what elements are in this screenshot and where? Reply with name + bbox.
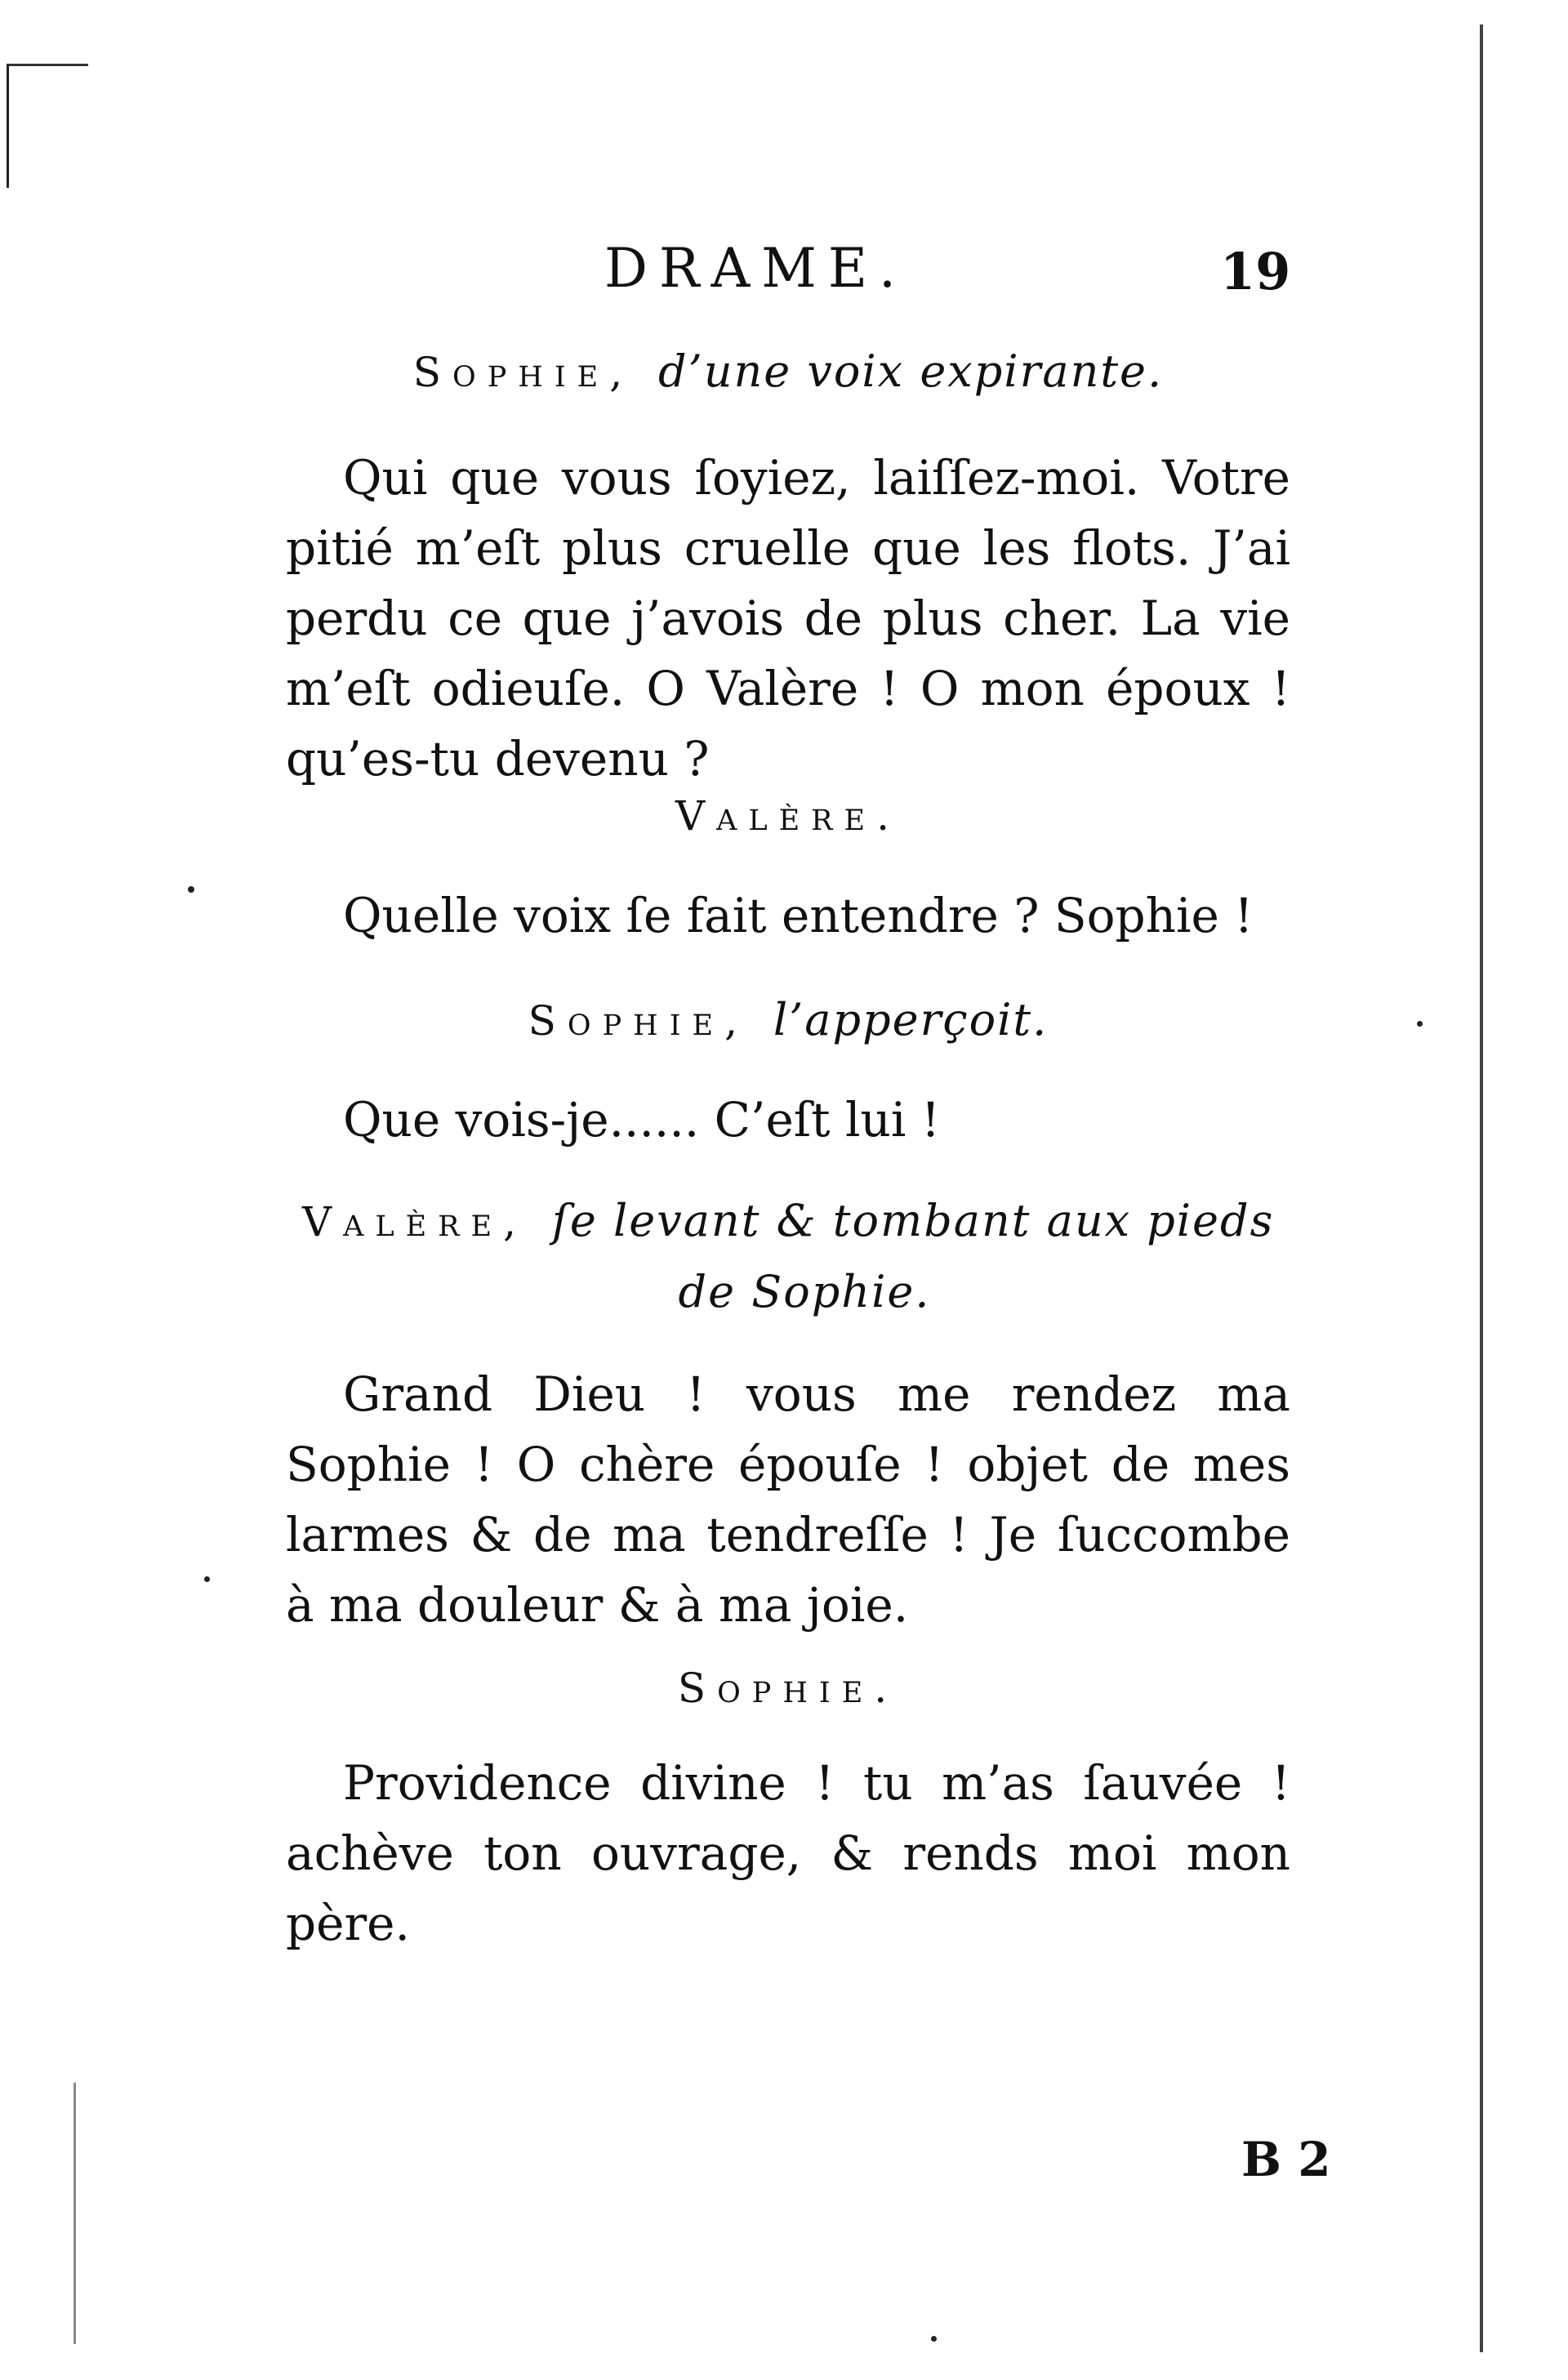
dialogue-paragraph bbox=[286, 880, 1290, 951]
ink-speck bbox=[204, 1576, 210, 1582]
scan-edge-mark bbox=[7, 65, 9, 188]
dialogue-text: Quelle voix ſe fait entendre ? Sophie ! bbox=[343, 888, 1254, 943]
speaker-name: Sophie, bbox=[528, 997, 749, 1045]
dialogue-text: Que vois-je...... C’eſt lui ! bbox=[343, 1092, 941, 1148]
stage-direction: ſe levant & tombant aux pieds bbox=[551, 1195, 1275, 1246]
scan-edge-mark bbox=[7, 64, 88, 66]
ink-speck bbox=[1417, 1021, 1423, 1027]
speaker-heading bbox=[286, 1653, 1290, 1723]
dialogue-text: Grand Dieu ! vous me rendez ma Sophie ! O chère épouſe ! objet de mes larmes & de ma tendreſſe ! Je ſuccombe à ma douleur & à ma joie. bbox=[286, 1366, 1290, 1633]
stage-direction: l’apperçoit. bbox=[773, 994, 1049, 1045]
speaker-name: Sophie, bbox=[412, 349, 635, 396]
dialogue-paragraph bbox=[286, 1359, 1290, 1640]
page-gutter-edge bbox=[1480, 25, 1483, 2352]
speaker-name: Valère. bbox=[675, 792, 901, 840]
speaker-heading bbox=[286, 781, 1290, 851]
speaker-heading bbox=[286, 985, 1290, 1056]
stage-direction-continued: de Sophie. bbox=[678, 1266, 931, 1317]
ink-speck bbox=[188, 886, 194, 893]
signature-mark: B 2 bbox=[1241, 2132, 1331, 2187]
dialogue-paragraph bbox=[286, 1748, 1290, 1959]
speaker-heading bbox=[302, 1186, 1307, 1327]
dialogue-text: Qui que vous ſoyiez, laiſſez-moi. Votre pitié m’eſt plus cruelle que les flots. J’ai perdu ce que j’avois de plus cher. La vie m’eſt odieuſe. O Valère ! O mon époux ! qu’es-tu devenu ? bbox=[286, 450, 1290, 787]
speaker-heading bbox=[286, 336, 1290, 408]
page-header bbox=[0, 237, 1568, 310]
dialogue-text: Providence divine ! tu m’as ſauvée ! achève ton ouvrage, & rends moi mon père. bbox=[286, 1755, 1290, 1951]
speaker-name: Valère, bbox=[302, 1198, 528, 1246]
scan-edge-mark bbox=[74, 2083, 76, 2344]
speaker-name: Sophie. bbox=[677, 1665, 899, 1712]
running-title: DRAME. bbox=[604, 237, 908, 300]
stage-direction: d’une voix expirante. bbox=[658, 345, 1164, 397]
dialogue-paragraph bbox=[286, 443, 1290, 794]
dialogue-paragraph bbox=[286, 1085, 1290, 1155]
ink-speck bbox=[931, 2336, 937, 2342]
page-number: 19 bbox=[1220, 242, 1291, 301]
